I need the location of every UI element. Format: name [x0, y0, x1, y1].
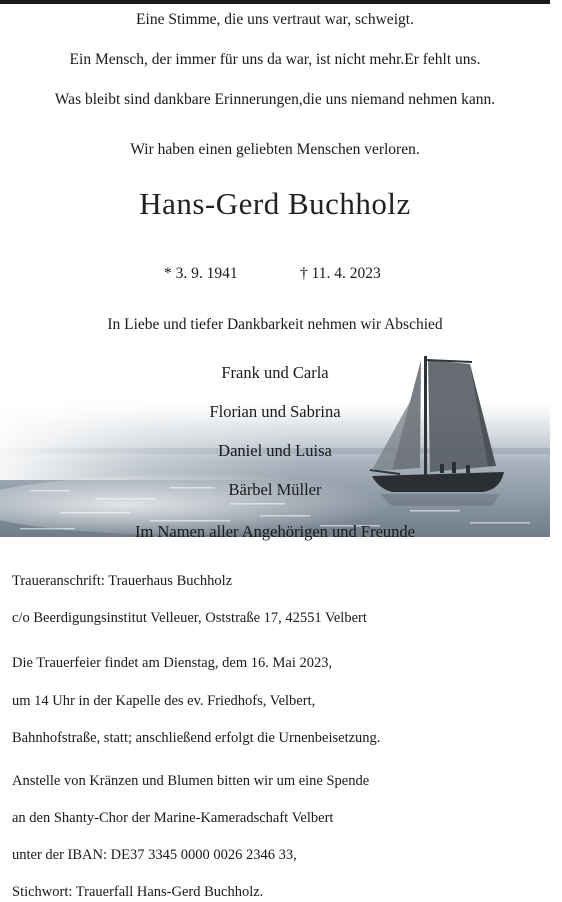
farewell-text: In Liebe und tiefer Dankbarkeit nehmen wir Abschied [107, 316, 443, 333]
death-date: † 11. 4. 2023 [300, 265, 381, 282]
donation-info: unter der IBAN: DE37 3345 0000 0026 2346 33, [12, 847, 297, 863]
verse-line: Ein Mensch, der immer für uns da war, ist nicht mehr.Er fehlt uns. [69, 51, 481, 68]
service-info: Die Trauerfeier findet am Dienstag, dem 16. Mai 2023, [12, 655, 333, 671]
intro-text: Wir haben einen geliebten Menschen verloren. [130, 141, 420, 158]
mourning-address: c/o Beerdigungsinstitut Velleuer, Oststraße 17, 42551 Velbert [12, 610, 367, 626]
deceased-name: Hans-Gerd Buchholz [139, 186, 411, 221]
service-info: Bahnhofstraße, statt; anschließend erfolgt die Urnenbeisetzung. [12, 730, 381, 746]
birth-date: * 3. 9. 1941 [164, 265, 238, 282]
mourner-line: Im Namen aller Angehörigen und Freunde [135, 522, 415, 541]
mourner-line: Frank und Carla [221, 363, 329, 382]
mourning-address: Traueranschrift: Trauerhaus Buchholz [12, 573, 233, 589]
donation-info: Anstelle von Kränzen und Blumen bitten wir um eine Spende [12, 773, 370, 789]
donation-info: Stichwort: Trauerfall Hans-Gerd Buchholz. [12, 884, 264, 900]
verse-line: Eine Stimme, die uns vertraut war, schweigt. [136, 11, 414, 28]
mourner-line: Daniel und Luisa [218, 441, 332, 460]
service-info: um 14 Uhr in der Kapelle des ev. Friedhofs, Velbert, [12, 693, 316, 709]
mourner-line: Bärbel Müller [228, 480, 322, 499]
life-dates [0, 264, 550, 284]
donation-info: an den Shanty-Chor der Marine-Kameradschaft Velbert [12, 810, 334, 826]
verse-line: Was bleibt sind dankbare Erinnerungen,die uns niemand nehmen kann. [54, 91, 496, 108]
mourner-line: Florian und Sabrina [209, 402, 341, 421]
